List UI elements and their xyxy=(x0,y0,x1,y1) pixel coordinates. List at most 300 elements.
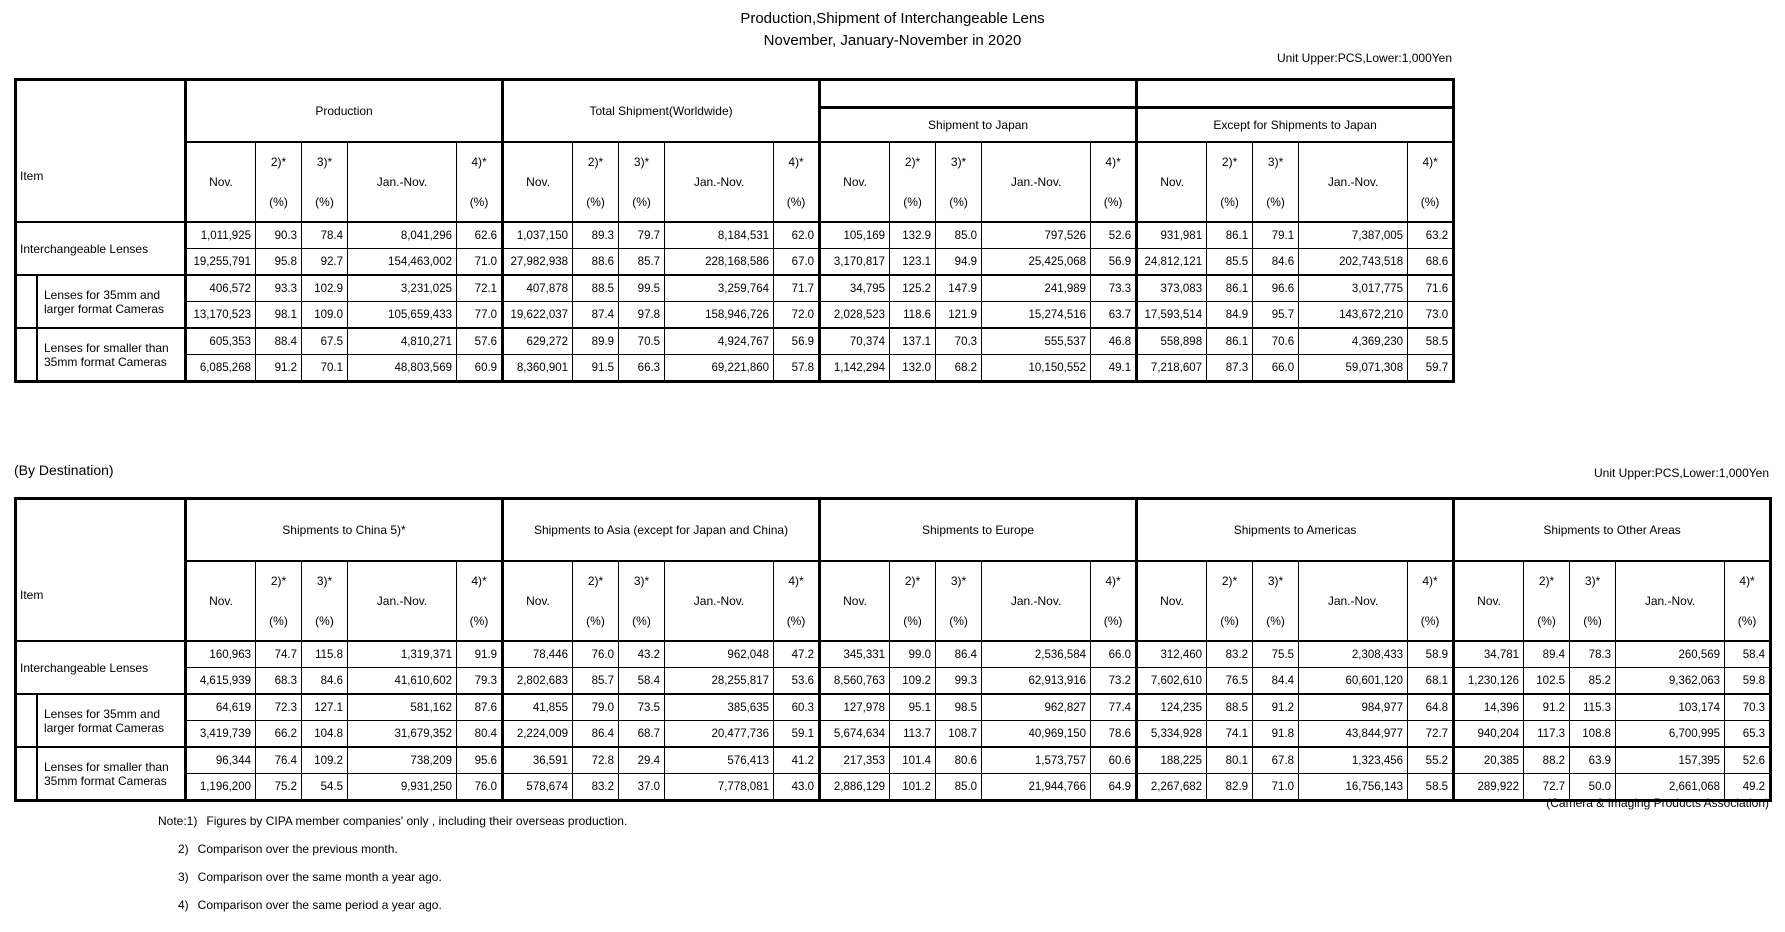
value-cell: 76.0 xyxy=(573,641,619,668)
value-cell: 79.7 xyxy=(619,222,665,249)
value-cell: 77.4 xyxy=(1091,694,1137,721)
value-cell: 115.3 xyxy=(1570,694,1616,721)
value-cell: 66.0 xyxy=(1253,355,1299,382)
value-cell: 160,963 xyxy=(186,641,256,668)
value-cell: 76.5 xyxy=(1207,668,1253,695)
value-cell: 99.0 xyxy=(890,641,936,668)
value-cell: 62,913,916 xyxy=(982,668,1091,695)
group-header: Shipments to Americas xyxy=(1137,499,1454,562)
item-column-header: Item xyxy=(16,80,186,223)
pct-label: (%) xyxy=(786,614,806,628)
note-text: Comparison over the previous month. xyxy=(197,842,398,856)
value-cell: 93.3 xyxy=(256,275,302,302)
value-cell: 79.3 xyxy=(457,668,503,695)
value-cell: 49.2 xyxy=(1725,774,1771,801)
value-cell: 72.3 xyxy=(256,694,302,721)
value-cell: 34,795 xyxy=(820,275,890,302)
value-cell: 95.7 xyxy=(1253,302,1299,329)
col-header-same-month xyxy=(619,142,665,222)
col-header-nov: Nov. xyxy=(1137,142,1207,222)
value-cell: 88.4 xyxy=(256,328,302,355)
value-cell: 57.8 xyxy=(774,355,820,382)
value-cell: 72.0 xyxy=(774,302,820,329)
value-cell: 19,622,037 xyxy=(503,302,573,329)
value-cell: 99.5 xyxy=(619,275,665,302)
value-cell: 1,037,150 xyxy=(503,222,573,249)
ratio-label: 3)* xyxy=(1267,155,1284,169)
value-cell: 68.3 xyxy=(256,668,302,695)
value-cell: 76.4 xyxy=(256,747,302,774)
value-cell: 96.6 xyxy=(1253,275,1299,302)
value-cell: 1,196,200 xyxy=(186,774,256,801)
col-header-prev-month xyxy=(1207,142,1253,222)
value-cell: 65.3 xyxy=(1725,721,1771,748)
value-cell: 75.5 xyxy=(1253,641,1299,668)
ratio-label: 2)* xyxy=(587,574,604,588)
value-cell: 68.2 xyxy=(936,355,982,382)
value-cell: 15,274,516 xyxy=(982,302,1091,329)
value-cell: 55.2 xyxy=(1408,747,1454,774)
group-header-label: Shipment to Japan xyxy=(928,117,1029,132)
ratio-label: 3)* xyxy=(1584,574,1601,588)
value-cell: 86.1 xyxy=(1207,275,1253,302)
col-header-jan-nov: Jan.-Nov. xyxy=(1299,142,1408,222)
note-text: Comparison over the same month a year ago. xyxy=(197,870,442,884)
group-header-gap xyxy=(821,81,1135,109)
value-cell: 59,071,308 xyxy=(1299,355,1408,382)
value-cell: 137.1 xyxy=(890,328,936,355)
value-cell: 85.7 xyxy=(619,249,665,276)
value-cell: 86.1 xyxy=(1207,222,1253,249)
col-header-same-period xyxy=(457,561,503,641)
value-cell: 157,395 xyxy=(1616,747,1725,774)
col-header-prev-month xyxy=(256,561,302,641)
value-cell: 2,536,584 xyxy=(982,641,1091,668)
value-cell: 91.5 xyxy=(573,355,619,382)
value-cell: 70.3 xyxy=(1725,694,1771,721)
col-header-same-period xyxy=(774,561,820,641)
value-cell: 6,700,995 xyxy=(1616,721,1725,748)
value-cell: 2,886,129 xyxy=(820,774,890,801)
value-cell: 69,221,860 xyxy=(665,355,774,382)
ratio-label: 4)* xyxy=(1422,574,1438,588)
value-cell: 3,231,025 xyxy=(348,275,457,302)
group-header-gap xyxy=(1138,81,1452,109)
value-cell: 84.4 xyxy=(1253,668,1299,695)
value-cell: 86.1 xyxy=(1207,328,1253,355)
ratio-label: 4)* xyxy=(1105,155,1121,169)
value-cell: 4,924,767 xyxy=(665,328,774,355)
value-cell: 58.4 xyxy=(1725,641,1771,668)
value-cell: 117.3 xyxy=(1524,721,1570,748)
col-header-jan-nov: Jan.-Nov. xyxy=(982,142,1091,222)
pct-label: (%) xyxy=(632,614,651,628)
ratio-label: 3)* xyxy=(950,574,967,588)
value-cell: 66.0 xyxy=(1091,641,1137,668)
value-cell: 3,170,817 xyxy=(820,249,890,276)
value-cell: 72.8 xyxy=(573,747,619,774)
value-cell: 931,981 xyxy=(1137,222,1207,249)
value-cell: 103,174 xyxy=(1616,694,1725,721)
value-cell: 2,308,433 xyxy=(1299,641,1408,668)
value-cell: 87.4 xyxy=(573,302,619,329)
pct-label: (%) xyxy=(632,195,651,209)
value-cell: 73.3 xyxy=(1091,275,1137,302)
value-cell: 83.2 xyxy=(573,774,619,801)
col-header-same-period xyxy=(1091,142,1137,222)
document-title xyxy=(0,8,1785,52)
value-cell: 83.2 xyxy=(1207,641,1253,668)
value-cell: 8,184,531 xyxy=(665,222,774,249)
value-cell: 14,396 xyxy=(1454,694,1524,721)
value-cell: 8,560,763 xyxy=(820,668,890,695)
value-cell: 101.2 xyxy=(890,774,936,801)
value-cell: 109.2 xyxy=(302,747,348,774)
col-header-jan-nov: Jan.-Nov. xyxy=(665,142,774,222)
value-cell: 80.1 xyxy=(1207,747,1253,774)
pct-label: (%) xyxy=(1583,614,1602,628)
value-cell: 53.6 xyxy=(774,668,820,695)
group-header: Shipments to China 5)* xyxy=(186,499,503,562)
col-header-same-period xyxy=(1408,561,1454,641)
note-text: Comparison over the same period a year ago. xyxy=(197,898,442,912)
ratio-label: 4)* xyxy=(1422,155,1438,169)
value-cell: 125.2 xyxy=(890,275,936,302)
value-cell: 43.2 xyxy=(619,641,665,668)
value-cell: 92.7 xyxy=(302,249,348,276)
value-cell: 1,011,925 xyxy=(186,222,256,249)
value-cell: 345,331 xyxy=(820,641,890,668)
value-cell: 8,360,901 xyxy=(503,355,573,382)
by-destination-table xyxy=(14,497,1772,802)
value-cell: 41,610,602 xyxy=(348,668,457,695)
value-cell: 113.7 xyxy=(890,721,936,748)
value-cell: 2,267,682 xyxy=(1137,774,1207,801)
ratio-label: 2)* xyxy=(1221,574,1238,588)
value-cell: 102.5 xyxy=(1524,668,1570,695)
value-cell: 1,323,456 xyxy=(1299,747,1408,774)
value-cell: 89.9 xyxy=(573,328,619,355)
value-cell: 289,922 xyxy=(1454,774,1524,801)
value-cell: 984,977 xyxy=(1299,694,1408,721)
value-cell: 88.2 xyxy=(1524,747,1570,774)
source-attribution: (Camera & Imaging Products Association) xyxy=(1546,796,1769,810)
group-header: Shipments to Other Areas xyxy=(1454,499,1771,562)
value-cell: 101.4 xyxy=(890,747,936,774)
value-cell: 123.1 xyxy=(890,249,936,276)
ratio-label: 2)* xyxy=(270,574,287,588)
group-header: Total Shipment(Worldwide) xyxy=(503,80,820,143)
value-cell: 1,573,757 xyxy=(982,747,1091,774)
value-cell: 940,204 xyxy=(1454,721,1524,748)
value-cell: 78.3 xyxy=(1570,641,1616,668)
value-cell: 63.7 xyxy=(1091,302,1137,329)
value-cell: 34,781 xyxy=(1454,641,1524,668)
value-cell: 67.5 xyxy=(302,328,348,355)
pct-label: (%) xyxy=(586,614,605,628)
pct-label: (%) xyxy=(269,195,288,209)
note-number: 2) xyxy=(178,842,189,856)
ratio-label: 4)* xyxy=(788,155,804,169)
pct-label: (%) xyxy=(903,614,922,628)
sub-item-label: Lenses for 35mm and larger format Cameras xyxy=(36,276,184,327)
value-cell: 3,259,764 xyxy=(665,275,774,302)
value-cell: 9,362,063 xyxy=(1616,668,1725,695)
pct-label: (%) xyxy=(469,195,489,209)
ratio-label: 4)* xyxy=(471,574,487,588)
value-cell: 95.8 xyxy=(256,249,302,276)
value-cell: 7,387,005 xyxy=(1299,222,1408,249)
value-cell: 143,672,210 xyxy=(1299,302,1408,329)
value-cell: 407,878 xyxy=(503,275,573,302)
value-cell: 84.9 xyxy=(1207,302,1253,329)
value-cell: 37.0 xyxy=(619,774,665,801)
value-cell: 64.8 xyxy=(1408,694,1454,721)
value-cell: 373,083 xyxy=(1137,275,1207,302)
col-header-prev-month xyxy=(890,142,936,222)
value-cell: 10,150,552 xyxy=(982,355,1091,382)
value-cell: 70,374 xyxy=(820,328,890,355)
col-header-prev-month xyxy=(1207,561,1253,641)
col-header-nov: Nov. xyxy=(820,142,890,222)
value-cell: 59.7 xyxy=(1408,355,1454,382)
production-shipment-table xyxy=(14,78,1455,383)
value-cell: 962,048 xyxy=(665,641,774,668)
value-cell: 102.9 xyxy=(302,275,348,302)
value-cell: 4,810,271 xyxy=(348,328,457,355)
value-cell: 20,477,736 xyxy=(665,721,774,748)
value-cell: 64.9 xyxy=(1091,774,1137,801)
value-cell: 73.0 xyxy=(1408,302,1454,329)
pct-label: (%) xyxy=(1220,614,1239,628)
item-row-label: Interchangeable Lenses xyxy=(16,641,186,694)
value-cell: 91.8 xyxy=(1253,721,1299,748)
by-destination-label: (By Destination) xyxy=(14,462,114,478)
col-header-prev-month xyxy=(890,561,936,641)
value-cell: 85.7 xyxy=(573,668,619,695)
group-header xyxy=(1137,80,1454,143)
pct-label: (%) xyxy=(1220,195,1239,209)
item-row-label xyxy=(16,747,186,801)
title-line1: Production,Shipment of Interchangeable Lens xyxy=(740,10,1045,27)
value-cell: 27,982,938 xyxy=(503,249,573,276)
value-cell: 94.9 xyxy=(936,249,982,276)
col-header-prev-month xyxy=(573,142,619,222)
value-cell: 68.1 xyxy=(1408,668,1454,695)
value-cell: 54.5 xyxy=(302,774,348,801)
sub-item-label: Lenses for 35mm and larger format Cameras xyxy=(36,695,184,746)
col-header-same-period xyxy=(1091,561,1137,641)
col-header-nov: Nov. xyxy=(1454,561,1524,641)
value-cell: 71.6 xyxy=(1408,275,1454,302)
note-text: Figures by CIPA member companies' only , including their overseas production. xyxy=(206,814,628,828)
value-cell: 108.8 xyxy=(1570,721,1616,748)
value-cell: 109.0 xyxy=(302,302,348,329)
value-cell: 57.6 xyxy=(457,328,503,355)
value-cell: 71.0 xyxy=(1253,774,1299,801)
value-cell: 88.5 xyxy=(573,275,619,302)
ratio-label: 3)* xyxy=(316,574,333,588)
pct-label: (%) xyxy=(269,614,288,628)
value-cell: 962,827 xyxy=(982,694,1091,721)
ratio-label: 2)* xyxy=(270,155,287,169)
value-cell: 43,844,977 xyxy=(1299,721,1408,748)
value-cell: 91.2 xyxy=(1253,694,1299,721)
value-cell: 72.7 xyxy=(1408,721,1454,748)
value-cell: 71.0 xyxy=(457,249,503,276)
value-cell: 73.5 xyxy=(619,694,665,721)
value-cell: 578,674 xyxy=(503,774,573,801)
value-cell: 87.3 xyxy=(1207,355,1253,382)
value-cell: 147.9 xyxy=(936,275,982,302)
value-cell: 91.9 xyxy=(457,641,503,668)
value-cell: 105,659,433 xyxy=(348,302,457,329)
value-cell: 43.0 xyxy=(774,774,820,801)
value-cell: 79.1 xyxy=(1253,222,1299,249)
pct-label: (%) xyxy=(949,195,968,209)
value-cell: 76.0 xyxy=(457,774,503,801)
value-cell: 7,218,607 xyxy=(1137,355,1207,382)
value-cell: 52.6 xyxy=(1091,222,1137,249)
value-cell: 132.0 xyxy=(890,355,936,382)
value-cell: 78,446 xyxy=(503,641,573,668)
col-header-nov: Nov. xyxy=(820,561,890,641)
col-header-same-period xyxy=(1725,561,1771,641)
value-cell: 62.6 xyxy=(457,222,503,249)
ratio-label: 3)* xyxy=(316,155,333,169)
pct-label: (%) xyxy=(1420,195,1440,209)
unit-label-top: Unit Upper:PCS,Lower:1,000Yen xyxy=(1277,51,1452,65)
value-cell: 8,041,296 xyxy=(348,222,457,249)
value-cell: 7,778,081 xyxy=(665,774,774,801)
value-cell: 115.8 xyxy=(302,641,348,668)
value-cell: 70.5 xyxy=(619,328,665,355)
value-cell: 118.6 xyxy=(890,302,936,329)
value-cell: 86.4 xyxy=(936,641,982,668)
value-cell: 74.1 xyxy=(1207,721,1253,748)
value-cell: 406,572 xyxy=(186,275,256,302)
value-cell: 105,169 xyxy=(820,222,890,249)
col-header-nov: Nov. xyxy=(186,561,256,641)
value-cell: 605,353 xyxy=(186,328,256,355)
col-header-nov: Nov. xyxy=(503,561,573,641)
col-header-jan-nov: Jan.-Nov. xyxy=(348,142,457,222)
value-cell: 48,803,569 xyxy=(348,355,457,382)
value-cell: 17,593,514 xyxy=(1137,302,1207,329)
col-header-same-period xyxy=(457,142,503,222)
value-cell: 576,413 xyxy=(665,747,774,774)
value-cell: 85.0 xyxy=(936,222,982,249)
value-cell: 95.6 xyxy=(457,747,503,774)
value-cell: 60,601,120 xyxy=(1299,668,1408,695)
pct-label: (%) xyxy=(315,614,334,628)
col-header-jan-nov: Jan.-Nov. xyxy=(1299,561,1408,641)
value-cell: 2,661,068 xyxy=(1616,774,1725,801)
value-cell: 127.1 xyxy=(302,694,348,721)
value-cell: 104.8 xyxy=(302,721,348,748)
value-cell: 2,802,683 xyxy=(503,668,573,695)
value-cell: 66.3 xyxy=(619,355,665,382)
value-cell: 49.1 xyxy=(1091,355,1137,382)
ratio-label: 3)* xyxy=(633,155,650,169)
value-cell: 797,526 xyxy=(982,222,1091,249)
value-cell: 80.6 xyxy=(936,747,982,774)
value-cell: 1,142,294 xyxy=(820,355,890,382)
value-cell: 555,537 xyxy=(982,328,1091,355)
value-cell: 6,085,268 xyxy=(186,355,256,382)
pct-label: (%) xyxy=(586,195,605,209)
value-cell: 29.4 xyxy=(619,747,665,774)
pct-label: (%) xyxy=(1537,614,1556,628)
value-cell: 52.6 xyxy=(1725,747,1771,774)
value-cell: 74.7 xyxy=(256,641,302,668)
value-cell: 158,946,726 xyxy=(665,302,774,329)
value-cell: 70.1 xyxy=(302,355,348,382)
value-cell: 67.8 xyxy=(1253,747,1299,774)
col-header-nov: Nov. xyxy=(503,142,573,222)
pct-label: (%) xyxy=(786,195,806,209)
col-header-same-month xyxy=(1253,142,1299,222)
sub-item-label: Lenses for smaller than 35mm format Cameras xyxy=(36,329,184,380)
ratio-label: 3)* xyxy=(633,574,650,588)
value-cell: 78.6 xyxy=(1091,721,1137,748)
col-header-prev-month xyxy=(256,142,302,222)
value-cell: 84.6 xyxy=(1253,249,1299,276)
value-cell: 40,969,150 xyxy=(982,721,1091,748)
group-header xyxy=(820,80,1137,143)
col-header-same-period xyxy=(774,142,820,222)
col-header-same-period xyxy=(1408,142,1454,222)
value-cell: 56.9 xyxy=(1091,249,1137,276)
item-row-label: Interchangeable Lenses xyxy=(16,222,186,275)
value-cell: 5,334,928 xyxy=(1137,721,1207,748)
col-header-same-month xyxy=(936,142,982,222)
note-row xyxy=(158,814,627,842)
pct-label: (%) xyxy=(1420,614,1440,628)
value-cell: 90.3 xyxy=(256,222,302,249)
value-cell: 91.2 xyxy=(256,355,302,382)
col-header-jan-nov: Jan.-Nov. xyxy=(348,561,457,641)
value-cell: 88.6 xyxy=(573,249,619,276)
value-cell: 19,255,791 xyxy=(186,249,256,276)
item-row-label xyxy=(16,275,186,328)
value-cell: 68.6 xyxy=(1408,249,1454,276)
value-cell: 72.1 xyxy=(457,275,503,302)
value-cell: 71.7 xyxy=(774,275,820,302)
value-cell: 2,028,523 xyxy=(820,302,890,329)
value-cell: 3,017,775 xyxy=(1299,275,1408,302)
note-number: 3) xyxy=(178,870,189,884)
ratio-label: 2)* xyxy=(1221,155,1238,169)
value-cell: 97.8 xyxy=(619,302,665,329)
col-header-jan-nov: Jan.-Nov. xyxy=(1616,561,1725,641)
ratio-label: 2)* xyxy=(587,155,604,169)
col-header-same-month xyxy=(936,561,982,641)
value-cell: 202,743,518 xyxy=(1299,249,1408,276)
value-cell: 241,989 xyxy=(982,275,1091,302)
value-cell: 260,569 xyxy=(1616,641,1725,668)
value-cell: 70.6 xyxy=(1253,328,1299,355)
ratio-label: 3)* xyxy=(1267,574,1284,588)
col-header-same-month xyxy=(619,561,665,641)
item-row-label xyxy=(16,328,186,382)
value-cell: 59.1 xyxy=(774,721,820,748)
group-header: Production xyxy=(186,80,503,143)
value-cell: 4,615,939 xyxy=(186,668,256,695)
value-cell: 385,635 xyxy=(665,694,774,721)
value-cell: 581,162 xyxy=(348,694,457,721)
value-cell: 20,385 xyxy=(1454,747,1524,774)
